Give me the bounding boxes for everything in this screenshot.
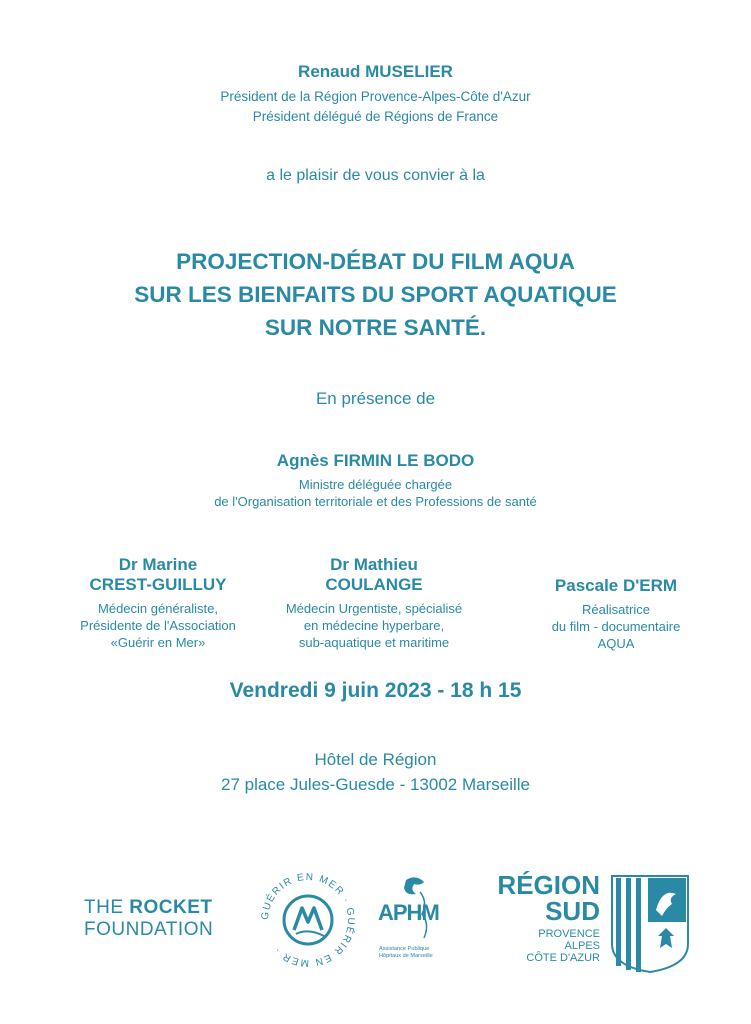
invitation-text: a le plaisir de vous convier à la bbox=[266, 167, 485, 184]
presence-label: En présence de bbox=[315, 389, 436, 408]
rocket-foundation-logo bbox=[84, 897, 213, 941]
region-sub-line: ALPES bbox=[564, 940, 600, 952]
speaker-role-line: «Guérir en Mer» bbox=[110, 635, 206, 650]
event-address: 27 place Jules-Guesde - 13002 Marseille bbox=[220, 775, 530, 794]
speaker-role-line: du film - documentaire bbox=[551, 619, 681, 634]
speaker-name-line: COULANGE bbox=[325, 575, 423, 594]
guest-role-1: Ministre déléguée chargée bbox=[298, 477, 453, 492]
speaker-name-line: CREST-GUILLUY bbox=[89, 575, 227, 594]
speaker-name-line: Dr Marine bbox=[118, 555, 198, 574]
event-title-line: SUR LES BIENFAITS DU SPORT AQUATIQUE bbox=[134, 282, 617, 307]
speaker-role-line: en médecine hyperbare, bbox=[303, 618, 445, 633]
aphm-sub-line: Assistance Publique bbox=[379, 946, 430, 952]
speaker-role-line: AQUA bbox=[597, 636, 635, 651]
host-title-2: Président délégué de Régions de France bbox=[252, 109, 499, 124]
speaker-role bbox=[244, 600, 504, 651]
speaker-name-line: Dr Mathieu bbox=[330, 555, 418, 574]
speaker-name-line: Pascale D'ERM bbox=[554, 576, 678, 595]
speaker-derm bbox=[486, 576, 746, 652]
speaker-role-line: Médecin Urgentiste, spécialisé bbox=[285, 601, 463, 616]
aphm-text: APHM bbox=[378, 900, 439, 925]
guerir-en-mer-logo bbox=[258, 870, 358, 970]
aphm-sub-line: Hôpitaux de Marseille bbox=[379, 952, 433, 959]
host-title-1: Président de la Région Provence-Alpes-Côte d'Azur bbox=[220, 89, 531, 104]
speaker-role-line: Médecin généraliste, bbox=[98, 601, 218, 616]
region-sud-logo bbox=[484, 872, 600, 964]
region-sub-line: CÔTE D'AZUR bbox=[526, 952, 600, 964]
event-title-line: PROJECTION-DÉBAT DU FILM AQUA bbox=[176, 249, 575, 274]
rocket-bold: ROCKET bbox=[129, 897, 213, 918]
event-venue: Hôtel de Région bbox=[314, 750, 437, 769]
speaker-role-line: Présidente de l'Association bbox=[80, 618, 236, 633]
event-title bbox=[0, 245, 751, 344]
speaker-role-line: sub-aquatique et maritime bbox=[298, 635, 450, 650]
aphm-subtitle bbox=[379, 946, 433, 959]
region-sub-line: PROVENCE bbox=[538, 928, 600, 940]
speaker-name bbox=[486, 576, 746, 596]
guest-name: Agnès FIRMIN LE BODO bbox=[276, 451, 475, 470]
event-title-line: SUR NOTRE SANTÉ. bbox=[264, 315, 487, 340]
speaker-role-line: Réalisatrice bbox=[582, 602, 650, 617]
sud-word: SUD bbox=[545, 896, 600, 926]
region-shield-icon bbox=[610, 874, 690, 974]
rocket-the: THE bbox=[84, 897, 124, 918]
event-date: Vendredi 9 juin 2023 - 18 h 15 bbox=[229, 679, 522, 702]
speaker-name bbox=[244, 555, 504, 595]
host-name: Renaud MUSELIER bbox=[298, 62, 453, 81]
guerir-circle-text: GUÉRIR EN MER · GUÉRIR EN MER · bbox=[259, 871, 357, 969]
speaker-role bbox=[486, 601, 746, 652]
rocket-foundation: FOUNDATION bbox=[84, 919, 214, 940]
guest-role-2: de l'Organisation territoriale et des Professions de santé bbox=[214, 494, 537, 509]
region-word: RÉGION bbox=[497, 870, 600, 900]
speaker-coulange bbox=[244, 555, 504, 651]
